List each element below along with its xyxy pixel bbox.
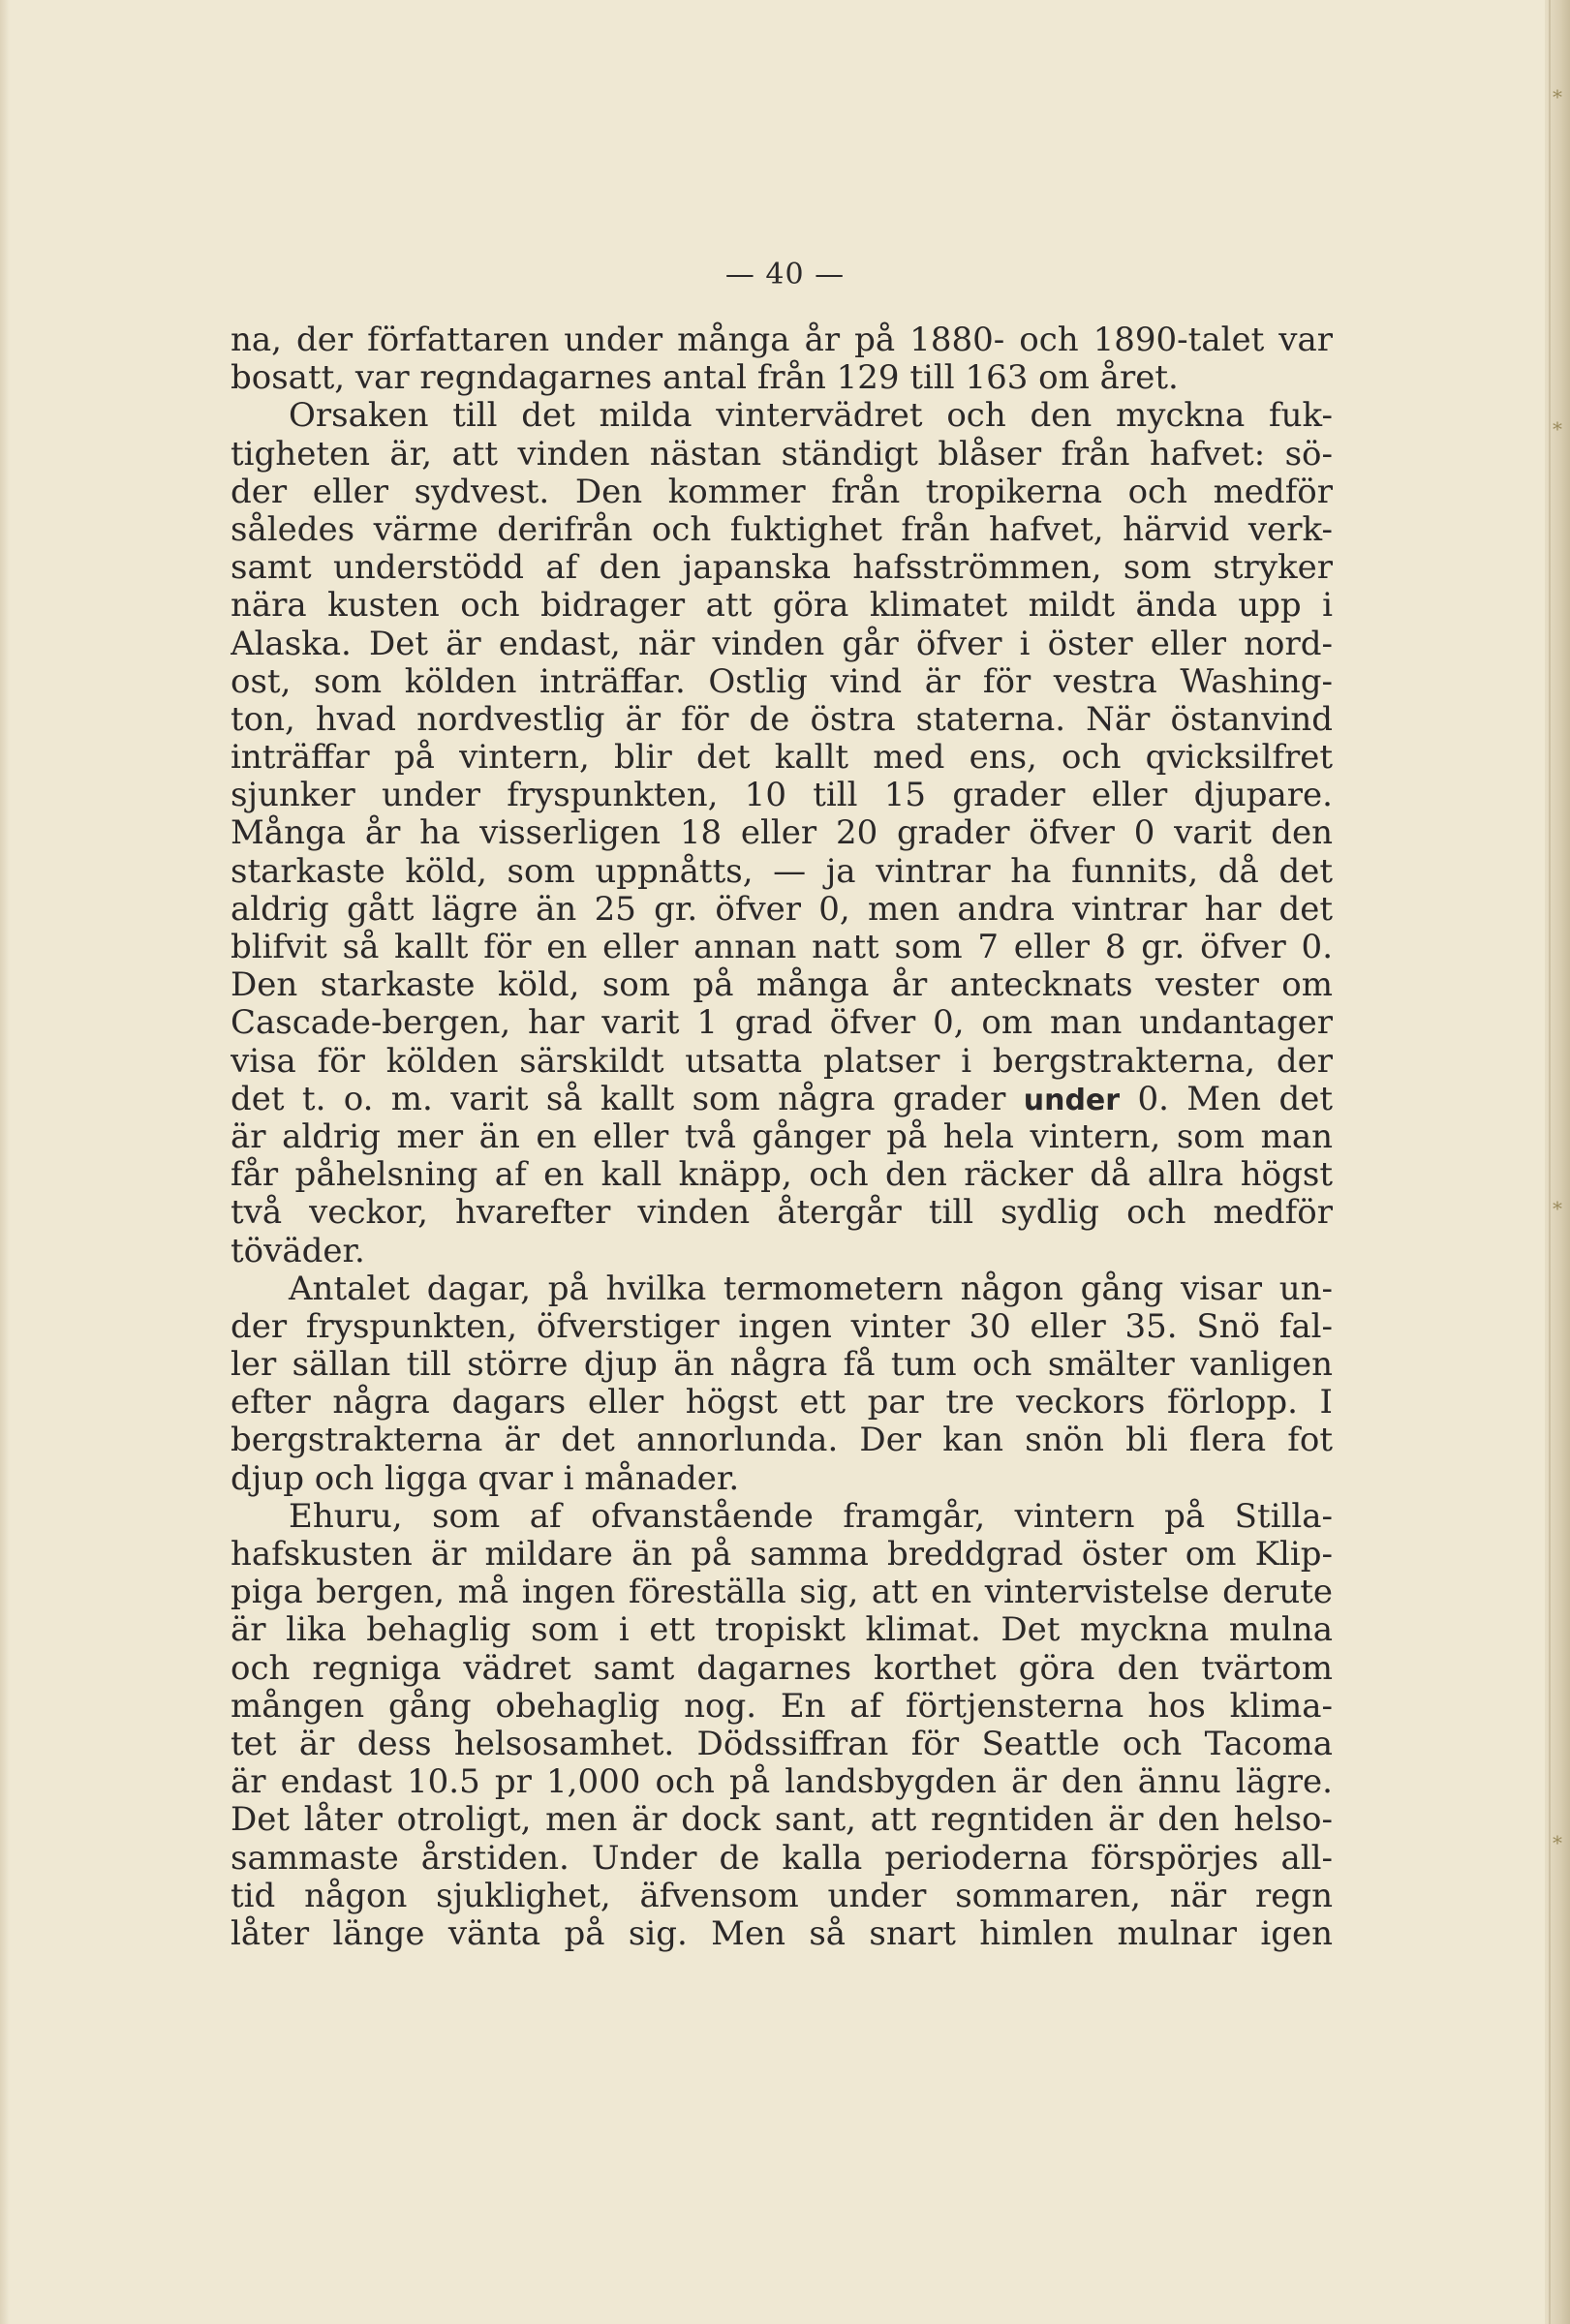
- text-line: djup och ligga qvar i månader.: [231, 1459, 740, 1498]
- text-segment: 0. Men det: [1120, 1080, 1333, 1118]
- page-number: — 40 —: [724, 258, 846, 291]
- text-line: Det låter otroligt, men är dock sant, att regntiden är den helso-: [231, 1801, 1333, 1840]
- text-line: starkaste köld, som uppnåtts, — ja vintrar ha funnits, då det: [231, 852, 1333, 891]
- text-line: Cascade-bergen, har varit 1 grad öfver 0, om man undantager: [231, 1004, 1333, 1043]
- margin-ink-mark: ⁎: [1553, 1191, 1562, 1214]
- page-gutter-shadow: [0, 0, 10, 2324]
- text-line: [231, 1081, 1333, 1118]
- text-line: piga bergen, må ingen föreställa sig, att en vintervistelse derute: [231, 1574, 1333, 1612]
- text-line: der eller sydvest. Den kommer från tropikerna och medför: [231, 473, 1333, 511]
- text-line: ler sällan till större djup än några få tum och smälter vanligen: [231, 1346, 1333, 1385]
- text-line: således värme derifrån och fuktighet från hafvet, härvid verk-: [231, 510, 1333, 549]
- text-line: och regniga vädret samt dagarnes korthet göra den tvärtom: [231, 1649, 1333, 1688]
- text-line: tigheten är, att vinden nästan ständigt blåser från hafvet: sö-: [231, 435, 1333, 474]
- text-line: Orsaken till det milda vintervädret och den myckna fuk-: [289, 397, 1333, 436]
- body-text: [231, 321, 1333, 1953]
- margin-ink-mark: ⁎: [1553, 79, 1562, 103]
- text-line: är lika behaglig som i ett tropiskt klimat. Det myckna mulna: [231, 1611, 1333, 1650]
- text-line: ost, som kölden inträffar. Ostlig vind är för vestra Washing-: [231, 662, 1333, 701]
- text-line: sammaste årstiden. Under de kalla perioderna förspörjes all-: [231, 1839, 1333, 1878]
- page-edge: [1545, 0, 1570, 2324]
- text-line: Den starkaste köld, som på många år antecknats vester om: [231, 966, 1333, 1005]
- emphasized-word: under: [1023, 1083, 1121, 1117]
- text-line: Alaska. Det är endast, när vinden går öfver i öster eller nord-: [231, 625, 1333, 663]
- text-line: är endast 10.5 pr 1,000 och på landsbygden är den ännu lägre.: [231, 1763, 1333, 1802]
- text-line: blifvit så kallt för en eller annan natt som 7 eller 8 gr. öfver 0.: [231, 929, 1333, 966]
- text-line: töväder.: [231, 1232, 365, 1270]
- text-line: bosatt, var regndagarnes antal från 129 till 163 om året.: [231, 359, 1179, 398]
- text-line: der fryspunkten, öfverstiger ingen vinter 30 eller 35. Snö fal-: [231, 1307, 1333, 1346]
- margin-ink-mark: ⁎: [1553, 412, 1562, 435]
- text-line: Ehuru, som af ofvanstående framgår, vintern på Stilla-: [289, 1497, 1333, 1536]
- text-line: får påhelsning af en kall knäpp, och den räcker då allra högst: [231, 1156, 1333, 1195]
- text-line: mången gång obehaglig nog. En af förtjensterna hos klima-: [231, 1687, 1333, 1726]
- text-line: tet är dess helsosamhet. Dödssiffran för Seattle och Tacoma: [231, 1725, 1333, 1763]
- text-line: två veckor, hvarefter vinden återgår till sydlig och medför: [231, 1194, 1333, 1233]
- text-line: låter länge vänta på sig. Men så snart himlen mulnar igen: [231, 1914, 1333, 1953]
- text-line: inträffar på vintern, blir det kallt med ens, och qvicksilfret: [231, 739, 1333, 778]
- text-segment: det t. o. m. varit så kallt som några grader: [231, 1080, 1024, 1118]
- text-line: efter några dagars eller högst ett par tre veckors förlopp. I: [231, 1384, 1333, 1422]
- text-line: Många år ha visserligen 18 eller 20 grader öfver 0 varit den: [231, 814, 1333, 853]
- text-line: nära kusten och bidrager att göra klimatet mildt ända upp i: [231, 587, 1333, 626]
- text-line: bergstrakterna är det annorlunda. Der kan snön bli flera fot: [231, 1422, 1333, 1460]
- text-line: sjunker under fryspunkten, 10 till 15 grader eller djupare.: [231, 777, 1333, 815]
- text-line: hafskusten är mildare än på samma breddgrad öster om Klip-: [231, 1536, 1333, 1574]
- text-line: visa för kölden särskildt utsatta platser i bergstrakterna, der: [231, 1042, 1333, 1081]
- text-line: ton, hvad nordvestlig är för de östra staterna. När östanvind: [231, 700, 1333, 739]
- text-line: samt understödd af den japanska hafsströmmen, som stryker: [231, 549, 1333, 588]
- text-line: tid någon sjuklighet, äfvensom under sommaren, när regn: [231, 1877, 1333, 1915]
- text-line: Antalet dagar, på hvilka termometern någon gång visar un-: [289, 1269, 1333, 1308]
- margin-ink-mark: ⁎: [1553, 1825, 1562, 1849]
- text-line: na, der författaren under många år på 1880- och 1890-talet var: [231, 321, 1333, 359]
- text-line: är aldrig mer än en eller två gånger på hela vintern, som man: [231, 1117, 1333, 1156]
- text-line: aldrig gått lägre än 25 gr. öfver 0, men andra vintrar har det: [231, 890, 1333, 929]
